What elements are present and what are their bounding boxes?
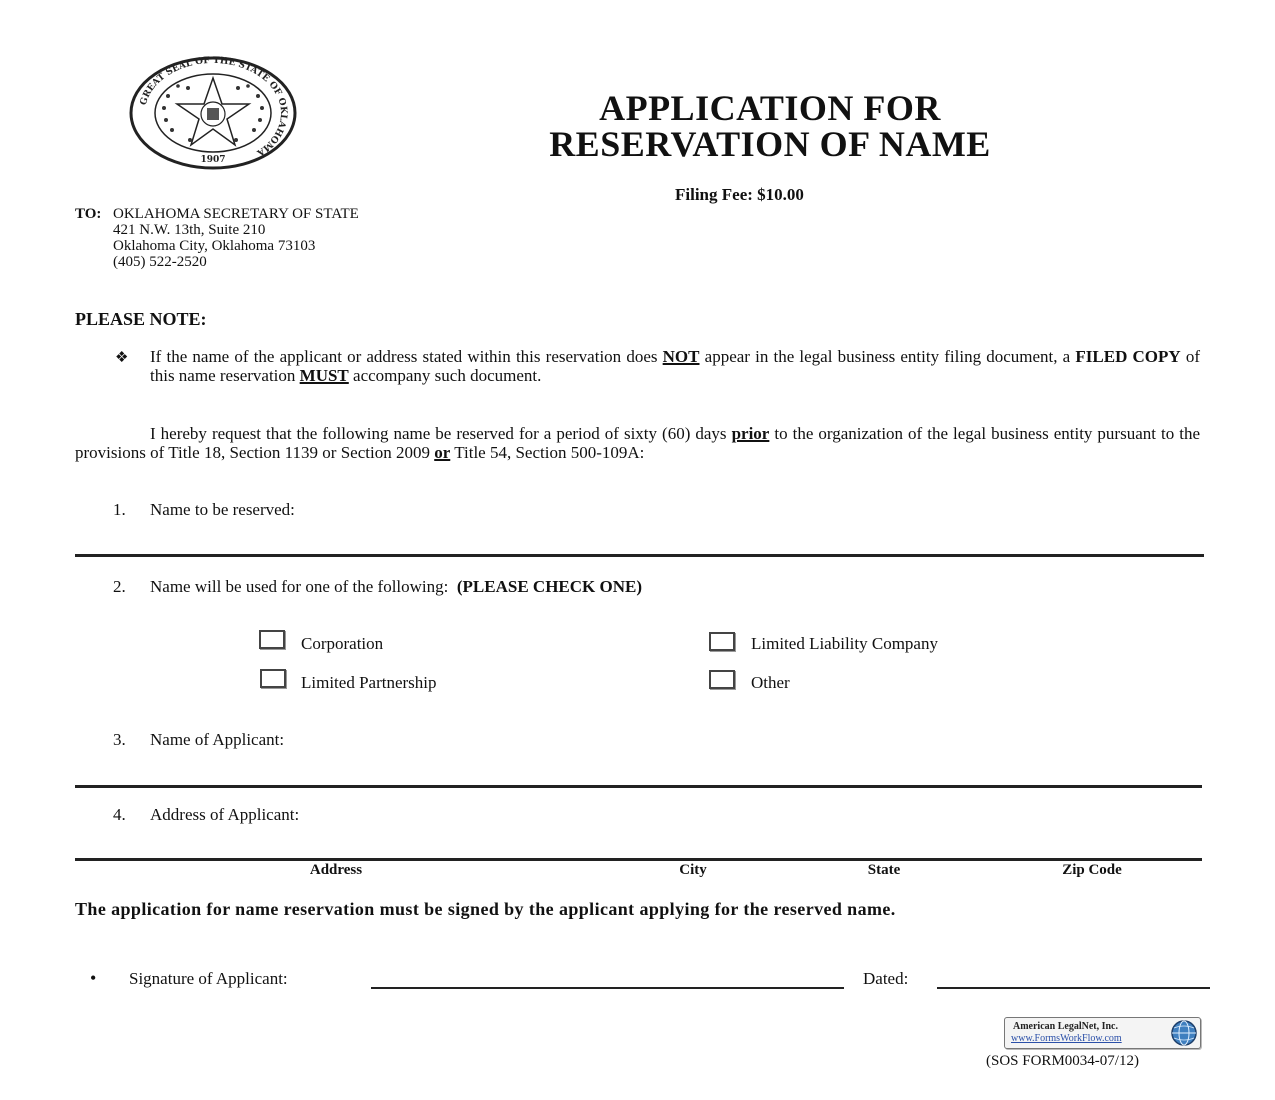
recipient-line: 421 N.W. 13th, Suite 210 xyxy=(113,222,266,238)
applicant-name-field[interactable] xyxy=(75,785,1202,788)
check-one-instruction: (PLEASE CHECK ONE) xyxy=(456,577,643,596)
zip-code-column-label: Zip Code xyxy=(1062,862,1122,878)
emphasis-not: NOT xyxy=(662,347,700,366)
corporation-checkbox[interactable] xyxy=(259,630,285,649)
note-text: If the name of the applicant or address stated within this reservation does NOT appear in the legal business entity filing document, a FILED COPY of this name reservation MUST accompany such document. xyxy=(150,347,1200,385)
other-checkbox[interactable] xyxy=(709,670,735,689)
city-column-label: City xyxy=(679,862,707,878)
title-line-2: RESERVATION OF NAME xyxy=(549,124,991,164)
emphasis-filed-copy: FILED COPY xyxy=(1075,347,1181,366)
emphasis-or: or xyxy=(434,443,451,462)
emphasis-must: MUST xyxy=(299,366,349,385)
llc-checkbox[interactable] xyxy=(709,632,735,651)
item-2-number: 2. xyxy=(113,577,126,596)
note-heading: PLEASE NOTE: xyxy=(75,309,207,329)
item-2-label: Name will be used for one of the following: (PLEASE CHECK ONE) xyxy=(150,577,643,596)
signature-bullet: • xyxy=(90,968,97,988)
other-label: Other xyxy=(751,673,790,692)
svg-text:1907: 1907 xyxy=(200,155,226,165)
signature-notice: The application for name reservation must be signed by the applicant applying for the reserved name. xyxy=(75,899,896,919)
diamond-bullet-icon: ❖ xyxy=(115,350,129,366)
svg-text:GREAT SEAL OF THE STATE OF OKL: GREAT SEAL OF THE STATE OF OKLAHOMA xyxy=(138,56,289,158)
badge-company-name: American LegalNet, Inc. xyxy=(1013,1021,1118,1032)
corporation-label: Corporation xyxy=(301,634,384,653)
signature-label: Signature of Applicant: xyxy=(129,969,288,988)
recipient-label: TO: xyxy=(75,206,102,222)
recipient-line: OKLAHOMA SECRETARY OF STATE xyxy=(113,206,359,222)
form-title xyxy=(470,90,1070,162)
recipient-line: Oklahoma City, Oklahoma 73103 xyxy=(113,238,316,254)
globe-icon xyxy=(1171,1020,1197,1046)
recipient-address xyxy=(113,206,359,270)
form-number: (SOS FORM0034-07/12) xyxy=(986,1053,1139,1069)
state-column-label: State xyxy=(867,862,901,878)
item-3-number: 3. xyxy=(113,730,126,749)
recipient-line: (405) 522-2520 xyxy=(113,254,207,270)
request-paragraph: I hereby request that the following name be reserved for a period of sixty (60) days prior to the organization of the legal business entity pursuant to the provisions of Title 18, Section 1139 or Section 2009 or Title 54, Section 500-109A: xyxy=(75,424,1200,462)
limited-partnership-checkbox[interactable] xyxy=(260,669,286,688)
badge-website-link[interactable]: www.FormsWorkFlow.com xyxy=(1011,1033,1122,1044)
name-to-reserve-field[interactable] xyxy=(75,554,1204,557)
dated-label: Dated: xyxy=(863,969,909,988)
american-legalnet-badge[interactable] xyxy=(1004,1017,1201,1049)
item-4-label: Address of Applicant: xyxy=(150,805,300,824)
item-1-label: Name to be reserved: xyxy=(150,500,295,519)
emphasis-prior: prior xyxy=(731,424,770,443)
llc-label: Limited Liability Company xyxy=(751,634,938,653)
filing-fee: Filing Fee: $10.00 xyxy=(675,185,804,204)
item-3-label: Name of Applicant: xyxy=(150,730,285,749)
item-4-number: 4. xyxy=(113,805,126,824)
item-1-number: 1. xyxy=(113,500,126,519)
address-column-label: Address xyxy=(309,862,363,878)
applicant-address-field[interactable] xyxy=(75,858,1202,861)
date-field[interactable] xyxy=(937,987,1210,989)
title-line-1: APPLICATION FOR xyxy=(599,88,941,128)
signature-field[interactable] xyxy=(371,987,844,989)
oklahoma-state-seal xyxy=(128,56,298,170)
limited-partnership-label: Limited Partnership xyxy=(301,673,437,692)
